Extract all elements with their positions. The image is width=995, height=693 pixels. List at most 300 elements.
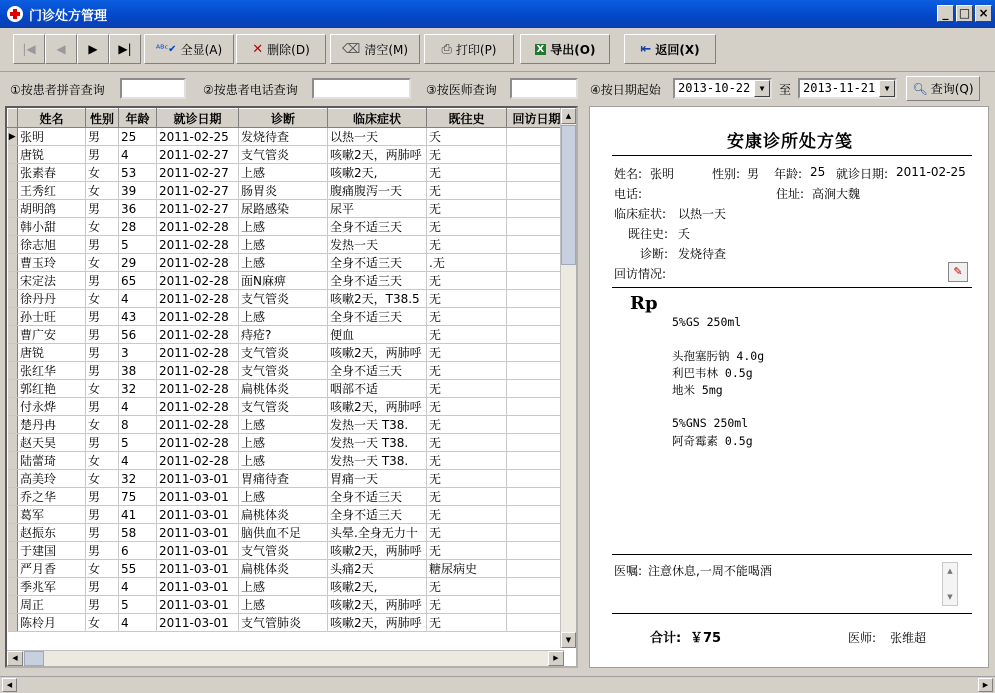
cell-age[interactable]: 5: [119, 596, 157, 614]
cell-followup-date[interactable]: [507, 488, 567, 506]
cell-symptoms[interactable]: 尿平: [328, 200, 427, 218]
cell-history[interactable]: 无: [427, 470, 507, 488]
cell-followup-date[interactable]: [507, 344, 567, 362]
cell-name[interactable]: 郭红艳: [18, 380, 86, 398]
column-header-visit-date[interactable]: 就诊日期: [157, 109, 239, 128]
cell-name[interactable]: 周正: [18, 596, 86, 614]
cell-followup-date[interactable]: [507, 578, 567, 596]
cell-gender[interactable]: 男: [86, 596, 119, 614]
grid-vertical-scrollbar[interactable]: [560, 108, 576, 648]
cell-age[interactable]: 32: [119, 470, 157, 488]
cell-diagnosis[interactable]: 支气管炎: [239, 542, 328, 560]
cell-followup-date[interactable]: [507, 506, 567, 524]
cell-age[interactable]: 5: [119, 236, 157, 254]
cell-followup-date[interactable]: [507, 560, 567, 578]
cell-visit-date[interactable]: 2011-02-28: [157, 272, 239, 290]
table-row[interactable]: [8, 524, 567, 542]
cell-gender[interactable]: 男: [86, 398, 119, 416]
cell-followup-date[interactable]: [507, 218, 567, 236]
cell-symptoms[interactable]: 便血: [328, 326, 427, 344]
cell-diagnosis[interactable]: 上感: [239, 596, 328, 614]
cell-followup-date[interactable]: [507, 362, 567, 380]
cell-visit-date[interactable]: 2011-02-27: [157, 200, 239, 218]
cell-symptoms[interactable]: 咽部不适: [328, 380, 427, 398]
cell-age[interactable]: 75: [119, 488, 157, 506]
prescription-grid[interactable]: [5, 106, 578, 668]
cell-diagnosis[interactable]: 上感: [239, 218, 328, 236]
cell-symptoms[interactable]: 腹痛腹泻一天: [328, 182, 427, 200]
cell-followup-date[interactable]: [507, 524, 567, 542]
cell-diagnosis[interactable]: 发烧待查: [239, 128, 328, 146]
cell-symptoms[interactable]: 咳嗽2天，两肺呼: [328, 398, 427, 416]
cell-name[interactable]: 高美玲: [18, 470, 86, 488]
cell-name[interactable]: 严月香: [18, 560, 86, 578]
pinyin-search-input[interactable]: [120, 78, 186, 99]
cell-symptoms[interactable]: 以热一天: [328, 128, 427, 146]
cell-symptoms[interactable]: 咳嗽2天,: [328, 164, 427, 182]
cell-history[interactable]: 无: [427, 578, 507, 596]
cell-age[interactable]: 36: [119, 200, 157, 218]
cell-history[interactable]: 无: [427, 146, 507, 164]
cell-visit-date[interactable]: 2011-02-28: [157, 218, 239, 236]
cell-gender[interactable]: 男: [86, 524, 119, 542]
row-indicator[interactable]: [8, 506, 18, 524]
table-row[interactable]: [8, 146, 567, 164]
cell-followup-date[interactable]: [507, 416, 567, 434]
cell-age[interactable]: 6: [119, 542, 157, 560]
cell-age[interactable]: 3: [119, 344, 157, 362]
maximize-button[interactable]: □: [956, 5, 973, 22]
cell-visit-date[interactable]: 2011-02-28: [157, 290, 239, 308]
cell-history[interactable]: 无: [427, 416, 507, 434]
cell-symptoms[interactable]: 咳嗽2天，两肺呼: [328, 596, 427, 614]
dropdown-arrow-icon[interactable]: ▼: [754, 80, 770, 97]
cell-history[interactable]: 无: [427, 182, 507, 200]
cell-name[interactable]: 胡明鸽: [18, 200, 86, 218]
cell-symptoms[interactable]: 全身不适三天: [328, 506, 427, 524]
cell-symptoms[interactable]: 咳嗽2天，T38.5: [328, 290, 427, 308]
cell-symptoms[interactable]: 头痛2天: [328, 560, 427, 578]
cell-visit-date[interactable]: 2011-02-28: [157, 362, 239, 380]
cell-followup-date[interactable]: [507, 470, 567, 488]
cell-symptoms[interactable]: 咳嗽2天，两肺呼: [328, 344, 427, 362]
cell-gender[interactable]: 男: [86, 308, 119, 326]
cell-visit-date[interactable]: 2011-03-01: [157, 524, 239, 542]
cell-name[interactable]: 张素春: [18, 164, 86, 182]
cell-history[interactable]: 无: [427, 344, 507, 362]
scroll-up-icon[interactable]: ▲: [947, 567, 953, 575]
cell-name[interactable]: 付永烨: [18, 398, 86, 416]
cell-gender[interactable]: 男: [86, 128, 119, 146]
row-indicator[interactable]: [8, 146, 18, 164]
table-row[interactable]: [8, 290, 567, 308]
cell-symptoms[interactable]: 咳嗽2天，两肺呼: [328, 614, 427, 632]
doctor-search-input[interactable]: [510, 78, 578, 99]
cell-symptoms[interactable]: 发热一天 T38.: [328, 416, 427, 434]
table-row[interactable]: [8, 254, 567, 272]
cell-symptoms[interactable]: 全身不适三天: [328, 254, 427, 272]
query-button[interactable]: 🔍︎ 查询(Q): [906, 76, 980, 101]
table-row[interactable]: [8, 560, 567, 578]
cell-gender[interactable]: 男: [86, 236, 119, 254]
cell-history[interactable]: 无: [427, 218, 507, 236]
cell-name[interactable]: 唐锐: [18, 344, 86, 362]
row-indicator[interactable]: [8, 488, 18, 506]
cell-visit-date[interactable]: 2011-02-25: [157, 128, 239, 146]
cell-history[interactable]: 无: [427, 290, 507, 308]
cell-age[interactable]: 38: [119, 362, 157, 380]
table-row[interactable]: [8, 488, 567, 506]
scroll-right-icon[interactable]: ▶: [548, 651, 564, 666]
cell-name[interactable]: 王秀红: [18, 182, 86, 200]
cell-diagnosis[interactable]: 痔疮?: [239, 326, 328, 344]
cell-followup-date[interactable]: [507, 182, 567, 200]
cell-gender[interactable]: 女: [86, 182, 119, 200]
advice-scrollbar[interactable]: [942, 562, 958, 606]
cell-gender[interactable]: 男: [86, 578, 119, 596]
table-row[interactable]: [8, 614, 567, 632]
scroll-down-icon[interactable]: ▼: [561, 632, 576, 648]
cell-history[interactable]: 无: [427, 164, 507, 182]
cell-visit-date[interactable]: 2011-02-28: [157, 236, 239, 254]
grid-horizontal-scrollbar[interactable]: [7, 650, 564, 666]
row-indicator[interactable]: [8, 542, 18, 560]
cell-diagnosis[interactable]: 脑供血不足: [239, 524, 328, 542]
cell-followup-date[interactable]: [507, 614, 567, 632]
followup-edit-icon[interactable]: ✎: [948, 262, 968, 282]
scroll-left-icon[interactable]: ◀: [2, 678, 17, 692]
cell-age[interactable]: 4: [119, 146, 157, 164]
dropdown-arrow-icon[interactable]: ▼: [879, 80, 895, 97]
cell-symptoms[interactable]: 全身不适三天: [328, 488, 427, 506]
show-all-button[interactable]: ᴬᴮᶜ✔ 全显(A): [144, 34, 234, 64]
table-row[interactable]: [8, 218, 567, 236]
cell-visit-date[interactable]: 2011-02-28: [157, 452, 239, 470]
cell-followup-date[interactable]: [507, 542, 567, 560]
cell-symptoms[interactable]: 头晕.全身无力十: [328, 524, 427, 542]
column-header-history[interactable]: 既往史: [427, 109, 507, 128]
cell-visit-date[interactable]: 2011-03-01: [157, 560, 239, 578]
cell-name[interactable]: 陈柃月: [18, 614, 86, 632]
cell-gender[interactable]: 男: [86, 488, 119, 506]
cell-history[interactable]: 无: [427, 596, 507, 614]
cell-followup-date[interactable]: [507, 236, 567, 254]
last-record-button[interactable]: [109, 34, 141, 64]
cell-diagnosis[interactable]: 扁桃体炎: [239, 380, 328, 398]
cell-name[interactable]: 唐锐: [18, 146, 86, 164]
cell-symptoms[interactable]: 发热一天 T38.: [328, 434, 427, 452]
row-indicator[interactable]: [8, 452, 18, 470]
table-row[interactable]: [8, 506, 567, 524]
cell-history[interactable]: .无: [427, 254, 507, 272]
cell-history[interactable]: 糖尿病史: [427, 560, 507, 578]
cell-name[interactable]: 徐丹丹: [18, 290, 86, 308]
cell-gender[interactable]: 女: [86, 452, 119, 470]
cell-diagnosis[interactable]: 上感: [239, 236, 328, 254]
column-header-gender[interactable]: 性别: [86, 109, 119, 128]
cell-gender[interactable]: 女: [86, 416, 119, 434]
print-button[interactable]: ⎙ 打印(P): [424, 34, 514, 64]
cell-visit-date[interactable]: 2011-02-27: [157, 146, 239, 164]
cell-gender[interactable]: 男: [86, 506, 119, 524]
window-titlebar[interactable]: [0, 0, 995, 28]
cell-age[interactable]: 29: [119, 254, 157, 272]
row-indicator[interactable]: [8, 380, 18, 398]
cell-history[interactable]: 无: [427, 542, 507, 560]
cell-name[interactable]: 张明: [18, 128, 86, 146]
cell-history[interactable]: 无: [427, 614, 507, 632]
table-row[interactable]: [8, 596, 567, 614]
table-row[interactable]: [8, 398, 567, 416]
cell-name[interactable]: 乔之华: [18, 488, 86, 506]
window-horizontal-scrollbar[interactable]: [0, 676, 995, 693]
cell-age[interactable]: 5: [119, 434, 157, 452]
cell-gender[interactable]: 女: [86, 254, 119, 272]
cell-history[interactable]: 夭: [427, 128, 507, 146]
cell-name[interactable]: 赵振东: [18, 524, 86, 542]
cell-diagnosis[interactable]: 上感: [239, 254, 328, 272]
cell-visit-date[interactable]: 2011-02-28: [157, 416, 239, 434]
row-indicator[interactable]: [8, 578, 18, 596]
row-indicator[interactable]: [8, 596, 18, 614]
cell-name[interactable]: 徐志旭: [18, 236, 86, 254]
cell-name[interactable]: 楚丹冉: [18, 416, 86, 434]
row-indicator[interactable]: [8, 614, 18, 632]
cell-symptoms[interactable]: 全身不适三天: [328, 272, 427, 290]
table-row[interactable]: [8, 416, 567, 434]
cell-visit-date[interactable]: 2011-03-01: [157, 578, 239, 596]
table-row[interactable]: [8, 362, 567, 380]
table-row[interactable]: [8, 182, 567, 200]
cell-symptoms[interactable]: 发热一天 T38.: [328, 452, 427, 470]
cell-history[interactable]: 无: [427, 506, 507, 524]
table-row[interactable]: [8, 542, 567, 560]
row-indicator[interactable]: [8, 290, 18, 308]
cell-symptoms[interactable]: 全身不适三天: [328, 218, 427, 236]
cell-followup-date[interactable]: [507, 452, 567, 470]
cell-age[interactable]: 56: [119, 326, 157, 344]
row-indicator[interactable]: [8, 362, 18, 380]
cell-diagnosis[interactable]: 上感: [239, 416, 328, 434]
cell-gender[interactable]: 男: [86, 542, 119, 560]
cell-visit-date[interactable]: 2011-02-27: [157, 182, 239, 200]
cell-diagnosis[interactable]: 支气管炎: [239, 146, 328, 164]
cell-name[interactable]: 于建国: [18, 542, 86, 560]
cell-visit-date[interactable]: 2011-02-27: [157, 164, 239, 182]
cell-gender[interactable]: 女: [86, 614, 119, 632]
cell-diagnosis[interactable]: 上感: [239, 164, 328, 182]
cell-diagnosis[interactable]: 面N麻痹: [239, 272, 328, 290]
cell-symptoms[interactable]: 咳嗽2天，两肺呼: [328, 542, 427, 560]
cell-followup-date[interactable]: [507, 398, 567, 416]
cell-age[interactable]: 53: [119, 164, 157, 182]
cell-visit-date[interactable]: 2011-02-28: [157, 254, 239, 272]
cell-gender[interactable]: 男: [86, 272, 119, 290]
column-header-name[interactable]: 姓名: [18, 109, 86, 128]
first-record-button[interactable]: [13, 34, 45, 64]
cell-symptoms[interactable]: 咳嗽2天，两肺呼: [328, 146, 427, 164]
cell-name[interactable]: 赵天昊: [18, 434, 86, 452]
clear-button[interactable]: ⌫ 清空(M): [330, 34, 420, 64]
scroll-right-icon[interactable]: ▶: [978, 678, 993, 692]
cell-followup-date[interactable]: [507, 200, 567, 218]
cell-followup-date[interactable]: [507, 272, 567, 290]
cell-name[interactable]: 曹玉玲: [18, 254, 86, 272]
cell-age[interactable]: 55: [119, 560, 157, 578]
cell-followup-date[interactable]: [507, 380, 567, 398]
row-indicator[interactable]: [8, 272, 18, 290]
row-indicator[interactable]: [8, 326, 18, 344]
cell-visit-date[interactable]: 2011-02-28: [157, 308, 239, 326]
cell-history[interactable]: 无: [427, 200, 507, 218]
row-indicator[interactable]: [8, 254, 18, 272]
date-to-picker[interactable]: 2013-11-21 ▼: [798, 78, 897, 99]
cell-name[interactable]: 宋定法: [18, 272, 86, 290]
cell-gender[interactable]: 男: [86, 362, 119, 380]
cell-symptoms[interactable]: 胃痛一天: [328, 470, 427, 488]
row-indicator[interactable]: [8, 470, 18, 488]
cell-history[interactable]: 无: [427, 524, 507, 542]
table-row[interactable]: [8, 200, 567, 218]
row-indicator[interactable]: [8, 344, 18, 362]
row-indicator[interactable]: [8, 560, 18, 578]
column-header-age[interactable]: 年龄: [119, 109, 157, 128]
cell-name[interactable]: 葛军: [18, 506, 86, 524]
cell-followup-date[interactable]: [507, 254, 567, 272]
row-indicator[interactable]: [8, 398, 18, 416]
cell-diagnosis[interactable]: 支气管炎: [239, 344, 328, 362]
row-indicator[interactable]: [8, 434, 18, 452]
cell-name[interactable]: 韩小甜: [18, 218, 86, 236]
cell-followup-date[interactable]: [507, 326, 567, 344]
cell-age[interactable]: 4: [119, 578, 157, 596]
cell-diagnosis[interactable]: 支气管炎: [239, 362, 328, 380]
cell-age[interactable]: 4: [119, 614, 157, 632]
cell-followup-date[interactable]: [507, 146, 567, 164]
next-record-button[interactable]: [77, 34, 109, 64]
cell-age[interactable]: 4: [119, 398, 157, 416]
cell-visit-date[interactable]: 2011-03-01: [157, 542, 239, 560]
cell-gender[interactable]: 男: [86, 434, 119, 452]
cell-symptoms[interactable]: 全身不适三天: [328, 308, 427, 326]
cell-diagnosis[interactable]: 支气管肺炎: [239, 614, 328, 632]
scroll-up-icon[interactable]: ▲: [561, 108, 576, 124]
cell-name[interactable]: 孙士旺: [18, 308, 86, 326]
table-row[interactable]: [8, 380, 567, 398]
cell-age[interactable]: 4: [119, 290, 157, 308]
current-row-indicator-icon[interactable]: ▶: [8, 128, 18, 146]
cell-gender[interactable]: 女: [86, 164, 119, 182]
cell-history[interactable]: 无: [427, 488, 507, 506]
table-row[interactable]: [8, 326, 567, 344]
cell-name[interactable]: 曹广安: [18, 326, 86, 344]
back-button[interactable]: ⇤ 返回(X): [624, 34, 716, 64]
table-row[interactable]: [8, 578, 567, 596]
cell-gender[interactable]: 男: [86, 326, 119, 344]
cell-history[interactable]: 无: [427, 272, 507, 290]
cell-followup-date[interactable]: [507, 308, 567, 326]
table-row[interactable]: [8, 434, 567, 452]
cell-age[interactable]: 25: [119, 128, 157, 146]
cell-visit-date[interactable]: 2011-02-28: [157, 380, 239, 398]
scroll-left-icon[interactable]: ◀: [7, 651, 23, 666]
cell-followup-date[interactable]: [507, 128, 567, 146]
cell-history[interactable]: 无: [427, 308, 507, 326]
cell-gender[interactable]: 男: [86, 200, 119, 218]
cell-visit-date[interactable]: 2011-03-01: [157, 470, 239, 488]
cell-symptoms[interactable]: 全身不适三天: [328, 362, 427, 380]
table-row[interactable]: [8, 128, 567, 146]
export-button[interactable]: X 导出(O): [520, 34, 610, 64]
table-row[interactable]: [8, 452, 567, 470]
cell-gender[interactable]: 女: [86, 218, 119, 236]
cell-visit-date[interactable]: 2011-03-01: [157, 488, 239, 506]
cell-gender[interactable]: 男: [86, 344, 119, 362]
cell-visit-date[interactable]: 2011-02-28: [157, 434, 239, 452]
cell-age[interactable]: 4: [119, 452, 157, 470]
scroll-thumb[interactable]: [24, 651, 44, 666]
cell-symptoms[interactable]: 咳嗽2天,: [328, 578, 427, 596]
cell-diagnosis[interactable]: 上感: [239, 434, 328, 452]
cell-diagnosis[interactable]: 支气管炎: [239, 398, 328, 416]
cell-age[interactable]: 39: [119, 182, 157, 200]
cell-gender[interactable]: 女: [86, 560, 119, 578]
row-indicator[interactable]: [8, 218, 18, 236]
column-header-diagnosis[interactable]: 诊断: [239, 109, 328, 128]
cell-symptoms[interactable]: 发热一天: [328, 236, 427, 254]
cell-diagnosis[interactable]: 支气管炎: [239, 290, 328, 308]
cell-gender[interactable]: 男: [86, 146, 119, 164]
cell-visit-date[interactable]: 2011-03-01: [157, 614, 239, 632]
cell-history[interactable]: 无: [427, 398, 507, 416]
prev-record-button[interactable]: [45, 34, 77, 64]
cell-history[interactable]: 无: [427, 362, 507, 380]
cell-gender[interactable]: 女: [86, 470, 119, 488]
cell-history[interactable]: 无: [427, 452, 507, 470]
cell-followup-date[interactable]: [507, 290, 567, 308]
cell-followup-date[interactable]: [507, 164, 567, 182]
cell-gender[interactable]: 女: [86, 290, 119, 308]
cell-history[interactable]: 无: [427, 236, 507, 254]
table-row[interactable]: [8, 470, 567, 488]
row-indicator[interactable]: [8, 416, 18, 434]
cell-visit-date[interactable]: 2011-02-28: [157, 398, 239, 416]
column-header-symptoms[interactable]: 临床症状: [328, 109, 427, 128]
cell-diagnosis[interactable]: 上感: [239, 308, 328, 326]
table-row[interactable]: [8, 308, 567, 326]
row-indicator[interactable]: [8, 182, 18, 200]
cell-age[interactable]: 41: [119, 506, 157, 524]
cell-age[interactable]: 58: [119, 524, 157, 542]
cell-diagnosis[interactable]: 扁桃体炎: [239, 560, 328, 578]
cell-visit-date[interactable]: 2011-03-01: [157, 596, 239, 614]
cell-diagnosis[interactable]: 肠胃炎: [239, 182, 328, 200]
cell-diagnosis[interactable]: 上感: [239, 452, 328, 470]
cell-age[interactable]: 32: [119, 380, 157, 398]
cell-age[interactable]: 8: [119, 416, 157, 434]
minimize-button[interactable]: _: [937, 5, 954, 22]
cell-name[interactable]: 张红华: [18, 362, 86, 380]
table-row[interactable]: [8, 272, 567, 290]
scroll-thumb[interactable]: [561, 125, 576, 265]
cell-name[interactable]: 陆蕾琦: [18, 452, 86, 470]
row-indicator[interactable]: [8, 524, 18, 542]
cell-name[interactable]: 季兆军: [18, 578, 86, 596]
row-indicator[interactable]: [8, 164, 18, 182]
table-row[interactable]: [8, 344, 567, 362]
cell-visit-date[interactable]: 2011-02-28: [157, 326, 239, 344]
cell-followup-date[interactable]: [507, 596, 567, 614]
